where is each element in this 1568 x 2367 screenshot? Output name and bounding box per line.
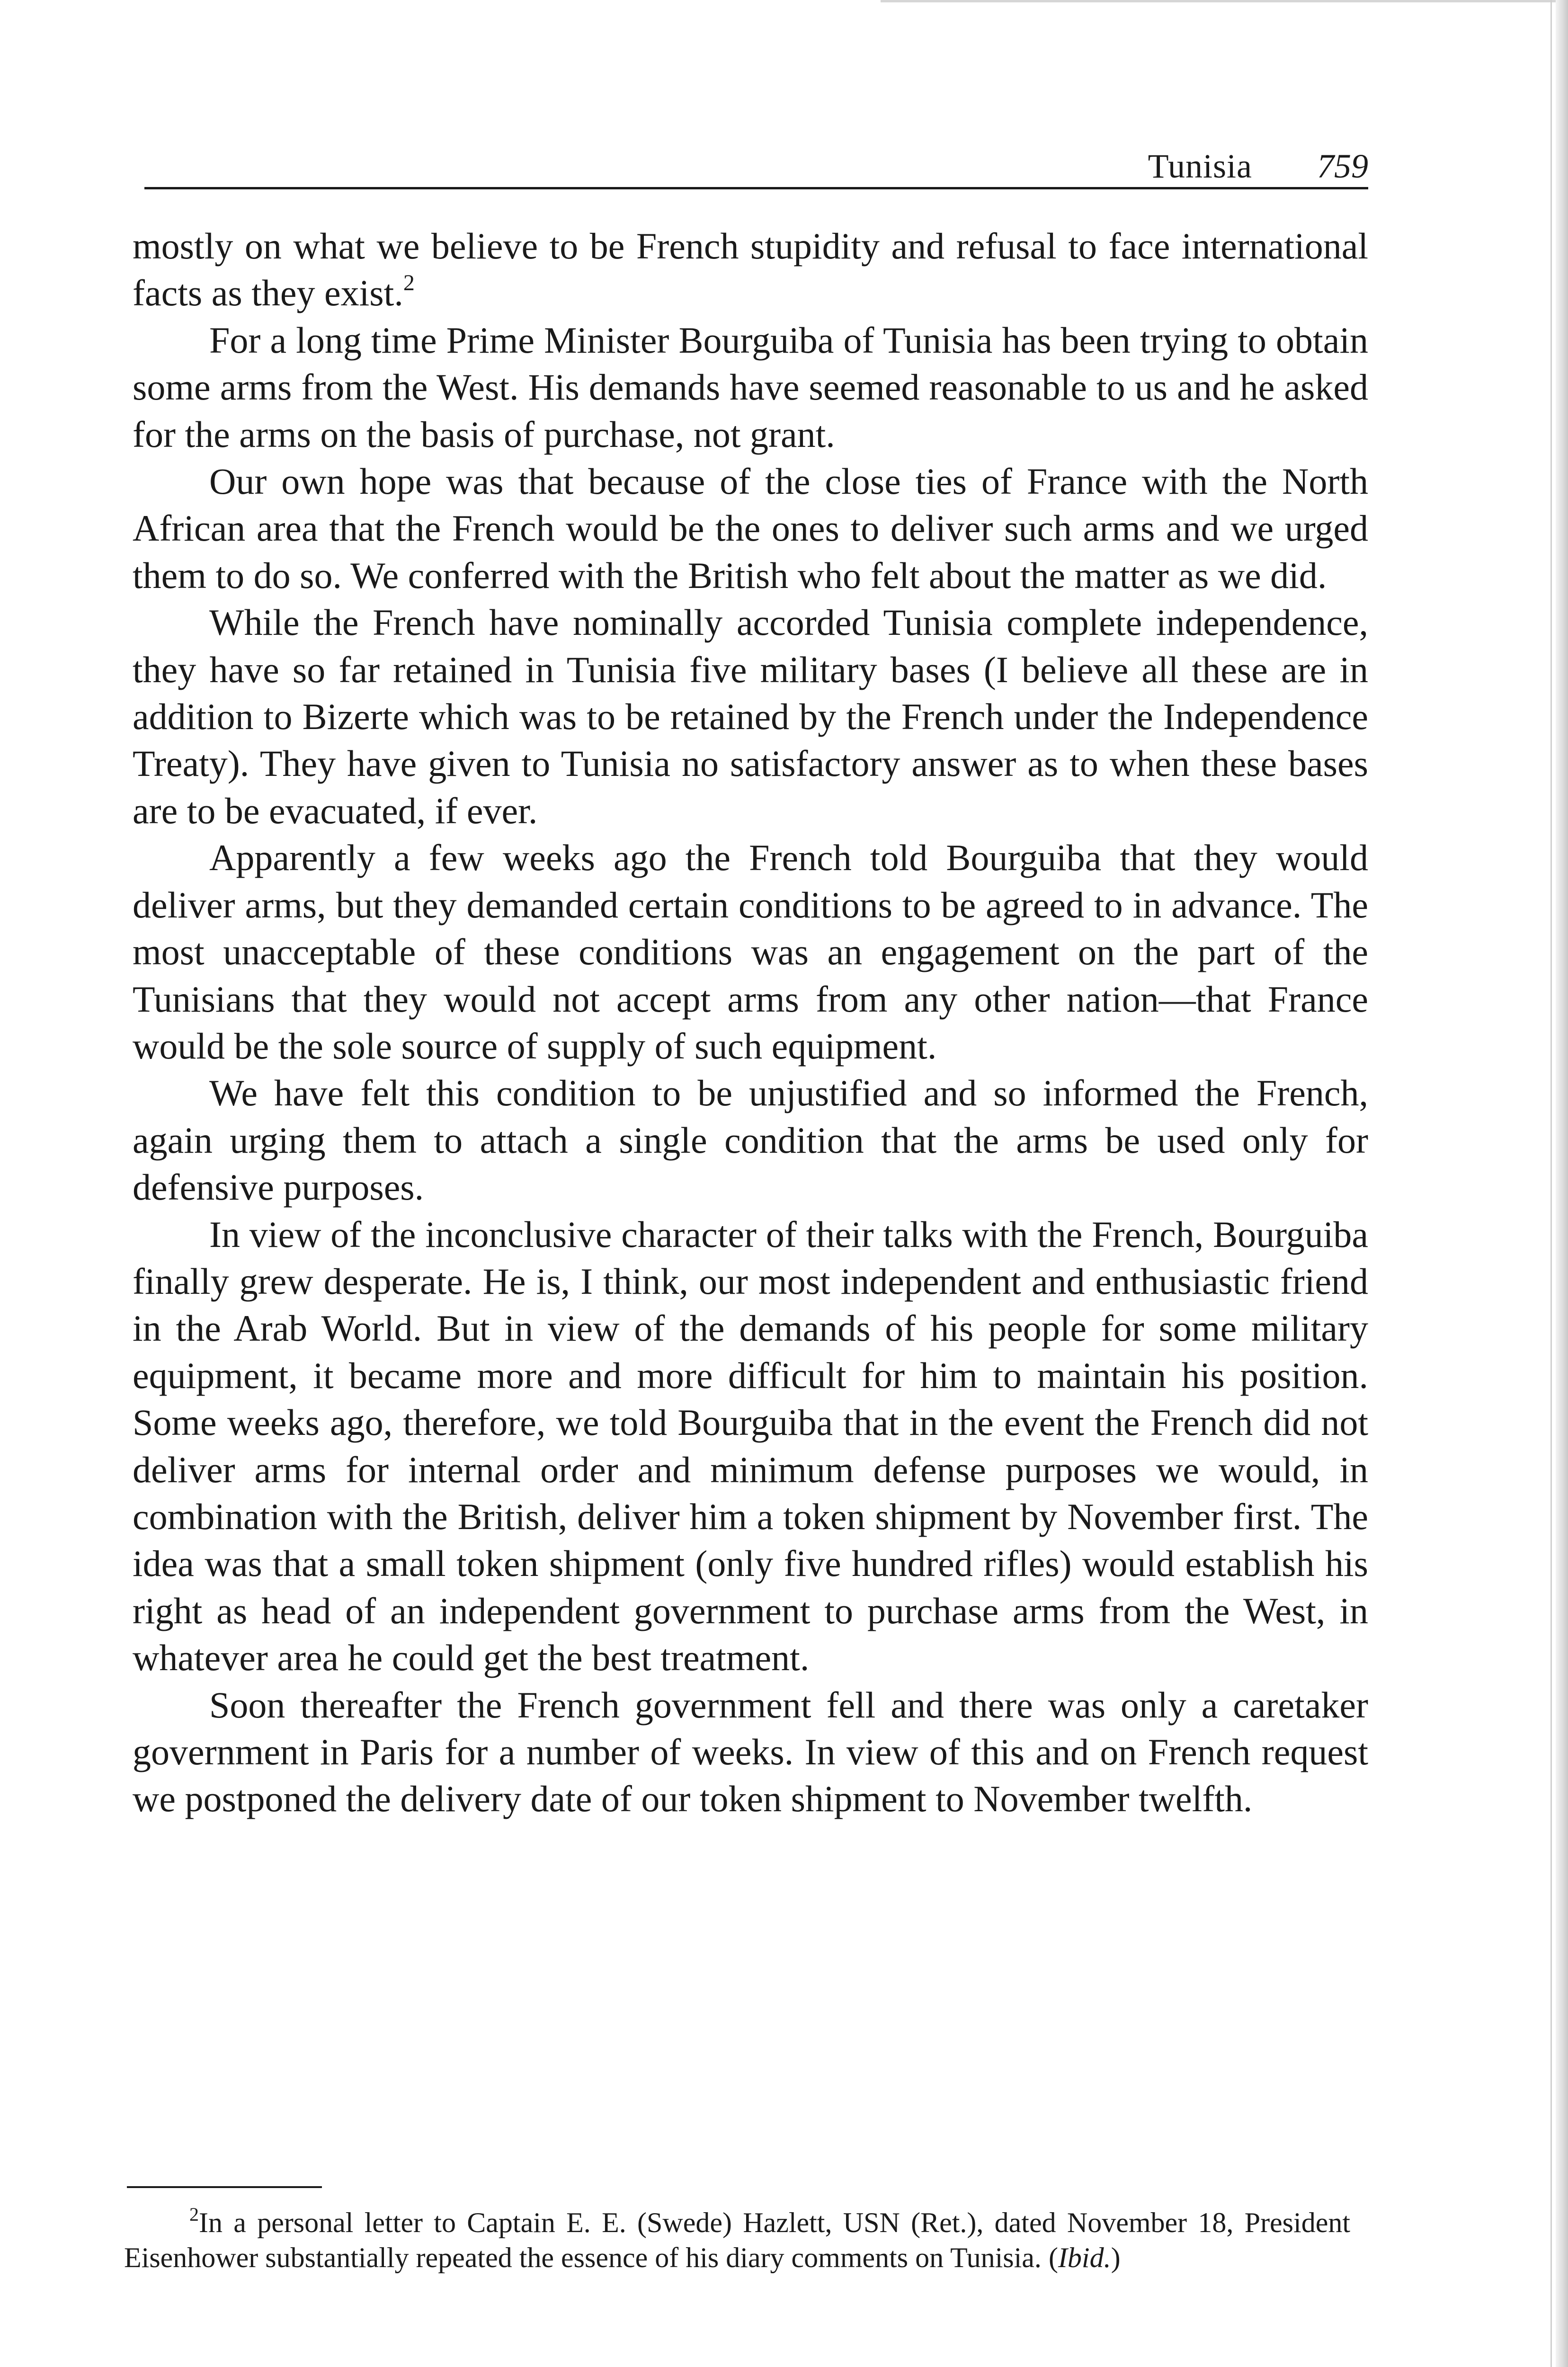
footnote-citation: Ibid. bbox=[1058, 2242, 1111, 2273]
footnote-citation-close: ) bbox=[1111, 2242, 1121, 2273]
body-text bbox=[133, 222, 1368, 1823]
paragraph-6: We have felt this condition to be unjustified and so informed the French, again urging them to attach a single condition that the arms be used only for defensive purposes. bbox=[133, 1072, 1368, 1208]
paragraph-7: In view of the inconclusive character of their talks with the French, Bourguiba finally grew desperate. He is, I think, our most independent and enthusiastic friend in the Arab World. But in view of the demands of his people for some military equipment, it became more and more difficult for him to maintain his position. Some weeks ago, therefore, we told Bourguiba that in the event the French did not deliver arms for internal order and minimum defense purposes we would, in combination with the British, deliver him a token shipment by November first. The idea was that a small token shipment (only five hundred rifles) would establish his right as head of an independent government to purchase arms from the West, in whatever area he could get the best treatment. bbox=[133, 1213, 1368, 1679]
paragraph-1-text: mostly on what we believe to be French stupidity and refusal to face international facts as they exist. bbox=[133, 225, 1368, 314]
scan-edge-line bbox=[1550, 0, 1552, 2367]
scan-edge-right bbox=[1556, 0, 1568, 2367]
footnote bbox=[124, 2205, 1350, 2275]
paragraph-1 bbox=[133, 222, 1368, 317]
footnote-citation-open: ( bbox=[1048, 2242, 1058, 2273]
footnote-reference: 2 bbox=[403, 270, 415, 296]
paragraph-4: While the French have nominally accorded Tunisia complete independence, they have so far retained in Tunisia five military bases (I believe all these are in addition to Bizerte which was to be retained by the French under the Independence Treaty). They have given to Tunisia no satisfactory answer as to when these bases are to be evacuated, if ever. bbox=[133, 602, 1368, 831]
running-head-title: Tunisia bbox=[1148, 147, 1252, 185]
paragraph-8: Soon thereafter the French government fell and there was only a caretaker government in Paris for a number of weeks. In view of this and on French request we postponed the delivery date of our token shipment to November twelfth. bbox=[133, 1684, 1368, 1820]
footnote-marker: 2 bbox=[189, 2204, 199, 2225]
paragraph-3: Our own hope was that because of the close ties of France with the North African area that the French would be the ones to deliver such arms and we urged them to do so. We conferred with the British who felt about the matter as we did. bbox=[133, 461, 1368, 596]
running-head bbox=[144, 135, 1368, 189]
scan-edge-top bbox=[881, 0, 1568, 2]
footnote-text-block bbox=[124, 2205, 1350, 2275]
paragraph-5: Apparently a few weeks ago the French told Bourguiba that they would deliver arms, but they demanded certain conditions to be agreed to in advance. The most unacceptable of these conditions was an engagement on the part of the Tunisians that they would not accept arms from any other nation—that France would be the sole source of supply of such equipment. bbox=[133, 837, 1368, 1067]
footnote-text: In a personal letter to Captain E. E. (Swede) Hazlett, USN (Ret.), dated November 18, President Eisenhower substantially repeated the essence of his diary comments on Tunisia. bbox=[124, 2207, 1350, 2273]
paragraph-2: For a long time Prime Minister Bourguiba of Tunisia has been trying to obtain some arms from the West. His demands have seemed reasonable to us and he asked for the arms on the basis of purchase, not grant. bbox=[133, 319, 1368, 455]
page-number: 759 bbox=[1317, 147, 1368, 185]
footnote-rule bbox=[127, 2186, 322, 2188]
